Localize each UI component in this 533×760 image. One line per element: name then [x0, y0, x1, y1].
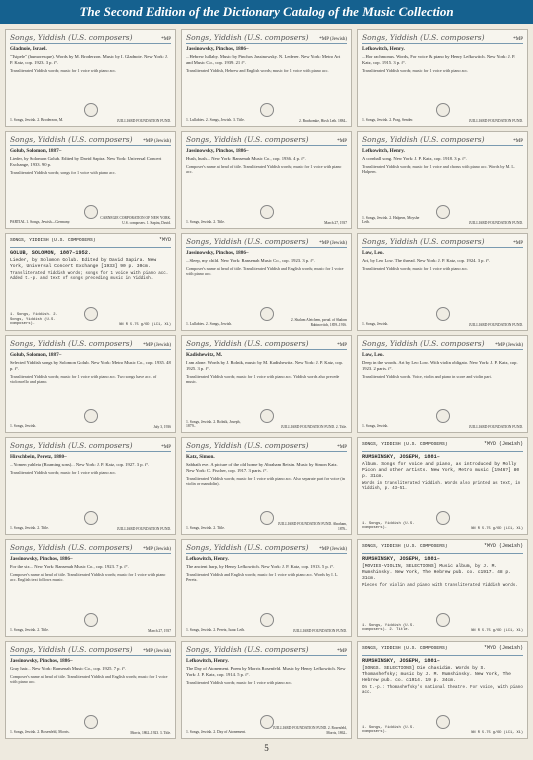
card-punch-hole	[436, 409, 450, 423]
card-call-number: *MP (Jewish)	[143, 343, 171, 348]
card-tracing: 1. Songs, Jewish. 2. Broderzon, M.	[10, 118, 64, 123]
card-subject: Songs, Yiddish (U.S. composers)	[186, 135, 309, 144]
card-author: Lefkowitch, Henry.	[362, 46, 405, 52]
catalog-card	[5, 539, 176, 637]
card-call-number: *MP	[161, 445, 171, 450]
card-note: Transliterated Yiddish words; music for 1 voice with piano acc.	[10, 469, 117, 475]
card-call-number: *MYD	[158, 237, 171, 243]
card-foundation: 2. Shalom Aleichem, pseud. of Shalom Rabinovitch, 1859–1916.	[290, 318, 347, 327]
card-heading	[362, 645, 523, 656]
card-subject: Songs, Yiddish (U.S. composers)	[362, 237, 485, 246]
card-tracing: 1. Songs, Jewish. 2. Rosenfeld, Morris.	[10, 730, 70, 735]
card-author: Lefkowitch, Henry.	[186, 658, 229, 664]
card-call-number: *MP (Jewish)	[319, 547, 347, 552]
card-note: Transliterated Yiddish words. Voice, violin and piano in score and violin part.	[362, 373, 492, 379]
card-tracing: 1. Songs, Jewish. 2. Prag, Sender.	[362, 118, 414, 123]
card-note: Transliterated Yiddish and English words; music for 1 voice with piano acc. Words by I. L. Peretz.	[186, 571, 339, 583]
catalog-card	[181, 641, 352, 739]
card-punch-hole	[260, 409, 274, 423]
card-title: A cornball song. New York: J. P. Katz, cop. 1918. 3 p. f°.	[362, 155, 467, 161]
card-heading	[186, 339, 347, 350]
card-call-number: *MYD (Jewish)	[483, 441, 523, 447]
card-note: Transliterated Yiddish words; songs for 1 voice with piano acc.	[10, 169, 116, 175]
card-tracing: 1. Songs, Jewish. 2. Title.	[186, 220, 225, 225]
card-punch-hole	[84, 103, 98, 117]
catalog-card	[357, 641, 528, 739]
card-foundation: JUILLIARD FOUNDATION FUND.	[468, 118, 523, 123]
card-call-number: *MP	[513, 37, 523, 42]
card-foundation: Morris, 1862–1923. 3. Title.	[130, 730, 171, 735]
catalog-card	[357, 539, 528, 637]
card-note: Transliterated Yiddish words; music for 1 voice with piano acc. Also separate part for voice (in violin or mandolin).	[186, 475, 346, 487]
card-call-number: *MP (Jewish)	[495, 343, 523, 348]
card-foundation: NN R 5.75 g/OD (LC1, X1)	[471, 628, 523, 633]
card-heading	[186, 543, 347, 554]
card-title: Lieder, by Solomon Golub. Edited by David Sapira. New York, Universal Concert Exchange [1933] 90 p. 30cm.	[10, 257, 157, 269]
card-foundation: JUILLIARD FOUNDATION FUND.	[468, 220, 523, 225]
card-heading	[10, 135, 171, 146]
catalog-card	[5, 131, 176, 229]
card-subject: Songs, Yiddish (U.S. composers)	[362, 339, 485, 348]
card-foundation: March 27, 1937	[324, 220, 347, 225]
card-tracing: 1. Songs, Jewish. 2. Title.	[10, 526, 49, 531]
card-author: RUMSHINSKY, JOSEPH, 1881–	[362, 556, 440, 562]
card-call-number: *MP	[513, 139, 523, 144]
card-title: Album. Songs for voice and piano, as introduced by Molly Picon and other artists. New York, Metro music [1946?] 80 p. 31cm.	[362, 461, 520, 479]
card-heading	[362, 441, 523, 452]
catalog-card	[181, 131, 352, 229]
card-title: Art, by Leo Low. The thread. New York: J. P. Katz, cop. 1924. 3 p. f°.	[362, 257, 491, 263]
card-heading	[362, 33, 523, 44]
card-tracing: 1. Songs, Yiddish (U.S. composers).	[362, 521, 415, 531]
card-subject: Songs, Yiddish (U.S. composers)	[186, 441, 309, 450]
catalog-banner	[0, 0, 533, 24]
card-foundation: NN R 5.75 g/OD (LC1, X1)	[119, 322, 171, 327]
card-punch-hole	[436, 715, 450, 729]
card-punch-hole	[436, 613, 450, 627]
card-author: Low, Leo.	[362, 352, 384, 358]
card-note: Pieces for violin and piano with transliterated Yiddish words.	[362, 583, 518, 588]
card-heading	[186, 645, 347, 656]
card-call-number: *MP	[161, 37, 171, 42]
card-heading	[10, 645, 171, 656]
card-call-number: *MP	[337, 343, 347, 348]
card-author: Kadishewitz, M.	[186, 352, 223, 358]
catalog-card	[5, 29, 176, 127]
catalog-card	[181, 233, 352, 331]
catalog-card	[181, 335, 352, 433]
card-author: Jassinowsky, Pinchos, 1886–	[186, 46, 249, 52]
card-punch-hole	[436, 205, 450, 219]
catalog-card	[357, 437, 528, 535]
card-subject: Songs, Yiddish (U.S. composers)	[186, 33, 309, 42]
card-punch-hole	[84, 511, 98, 525]
card-punch-hole	[260, 715, 274, 729]
card-call-number: *MP (Jewish)	[319, 37, 347, 42]
card-heading	[186, 135, 347, 146]
card-subject: Songs, Yiddish (U.S. composers)	[10, 135, 133, 144]
card-call-number: *MYD (Jewish)	[483, 645, 523, 651]
card-tracing: PARTIAL 1. Songs, Jewish—Germany.	[10, 220, 71, 225]
card-author: Low, Leo.	[362, 250, 384, 256]
card-note: Composer's name at head of title. Transliterated Yiddish and English words; music for 1 voice with piano acc.	[10, 673, 168, 685]
catalog-card	[5, 335, 176, 433]
card-call-number: *MP (Jewish)	[143, 547, 171, 552]
card-author: Jassinowsky, Pinchos, 1886–	[186, 250, 249, 256]
card-tracing: 1. Lullabies. 2. Songs, Jewish. 3. Title.	[186, 118, 245, 123]
card-foundation: JUILLIARD FOUNDATION FUND. 2. Rosenfeld, Morris, 1862–	[273, 726, 347, 735]
card-tracing: 1. Songs, Jewish. 2. Day of Atonement.	[186, 730, 247, 735]
card-tracing: 1. Lullabies. 2. Songs, Jewish.	[186, 322, 233, 327]
card-subject: Songs, Yiddish (U.S. composers)	[10, 645, 133, 654]
catalog-card	[357, 29, 528, 127]
card-foundation: JUILLIARD FOUNDATION FUND. 2. Title.	[281, 424, 347, 429]
card-tracing: 1. Songs, Yiddish. 2. Songs, Yiddish (U.S. composers).	[10, 312, 58, 327]
card-author: RUMSHINSKY, JOSEPH, 1881–	[362, 658, 440, 664]
card-subject: SONGS, YIDDISH (U.S. COMPOSERS)	[10, 238, 96, 243]
card-author: Jassinowsky, Pinchos, 1886–	[10, 658, 73, 664]
card-foundation: CARNEGIE CORPORATION OF NEW YORK. U.S. composers. 1. Sapira, David.	[100, 216, 171, 225]
card-tracing: 1. Songs, Jewish. 2. Title.	[186, 526, 225, 531]
card-note: Composer's name at head of title. Transliterated Yiddish words; music for 1 voice with piano acc.	[186, 163, 342, 175]
card-heading	[186, 33, 347, 44]
card-heading	[10, 441, 171, 452]
card-heading	[362, 135, 523, 146]
card-subject: Songs, Yiddish (U.S. composers)	[10, 33, 133, 42]
card-foundation: JUILLIARD FOUNDATION FUND.	[468, 424, 523, 429]
card-note: Transliterated Yiddish words; music for 1 voice with piano acc. Two songs have acc. of violoncello and piano.	[10, 373, 157, 385]
card-subject: Songs, Yiddish (U.S. composers)	[186, 645, 309, 654]
card-foundation: July 3, 1936	[153, 424, 171, 429]
card-subject: Songs, Yiddish (U.S. composers)	[10, 543, 133, 552]
card-title: [SONGS. SELECTIONS] Die chasidim. Words by S. Thomashefsky; music by J. M. Rumshinsky. New York, The Hebrew pub. co. c1914. 19 p. 34cm.	[362, 665, 511, 683]
card-tracing: 1. Songs, Yiddish (U.S. composers). 2. Title.	[362, 623, 415, 633]
card-subject: SONGS, YIDDISH (U.S. COMPOSERS)	[362, 646, 448, 651]
card-foundation: JUILLIARD FOUNDATION FUND.	[116, 526, 171, 531]
card-call-number: *MP	[513, 241, 523, 246]
card-punch-hole	[260, 511, 274, 525]
card-tracing: 1. Songs, Jewish. 2. Halpern, Moyshe Leib.	[362, 215, 420, 225]
card-punch-hole	[84, 613, 98, 627]
banner-title: The Second Edition of the Dictionary Catalog of the Music Collection	[79, 4, 454, 19]
card-punch-hole	[260, 103, 274, 117]
card-foundation: 2. Bradsomke, Hirsh Leib. 1884–	[298, 118, 347, 123]
card-heading	[362, 237, 523, 248]
card-author: RUMSHINSKY, JOSEPH, 1881–	[362, 454, 440, 460]
card-note: Transliterated Yiddish words; music for 1 voice with piano acc.	[186, 679, 293, 685]
card-title: The Day of Atonement. Poem by Morris Rosenfeld. Music by Henry Lefkowitch. New York: J. P. Katz, cop. 1914. 5 p. f°.	[186, 665, 346, 677]
card-call-number: *MP	[337, 445, 347, 450]
card-heading	[186, 441, 347, 452]
catalog-card	[181, 539, 352, 637]
card-call-number: *MP	[337, 139, 347, 144]
card-foundation: March 27, 1937	[148, 628, 171, 633]
card-note: Transliterated Yiddish, Hebrew and English words; music for 1 voice with piano acc.	[186, 67, 329, 73]
card-title: Gray hair... New York: Ransenah Music Co., cop. 1925. 7 p. f°.	[10, 665, 127, 671]
card-heading	[10, 33, 171, 44]
card-title: Deep in the woods. Art by Leo Low. With violin obligato. New York: J. P. Katz, cop. 1923. 2 parts. f°.	[362, 359, 518, 371]
card-tracing: 1. Songs, Jewish. 2. Title.	[10, 628, 49, 633]
card-title: [MOVIES-VIOLIN, SELECTIONS] Music album, by J. M. Rumshinsky. New York, The Hebrew pub. co. c1917. 48 p. 31cm.	[362, 563, 511, 581]
card-foundation: JUILLIARD FOUNDATION FUND.	[292, 628, 347, 633]
catalog-card	[181, 29, 352, 127]
card-author: Lefkowitch, Henry.	[186, 556, 229, 562]
card-subject: Songs, Yiddish (U.S. composers)	[362, 135, 485, 144]
card-title: ...Yomen yahleia (Roaming sons)... New York: J. P. Katz, cop. 1927. 3 p. f°.	[10, 461, 150, 467]
card-title: For the six... New York: Ransenah Music Co., cop. 1923. 7 p. f°.	[10, 563, 129, 569]
card-title: Hush, hush... New York: Ransenah Music Co., cop. 1936. 4 p. f°.	[186, 155, 306, 161]
catalog-card	[5, 233, 176, 331]
card-punch-hole	[436, 511, 450, 525]
card-subject: Songs, Yiddish (U.S. composers)	[362, 33, 485, 42]
catalog-card-grid	[5, 29, 528, 739]
card-note: Composer's name at head of title. Transliterated Yiddish words; music for 1 voice with piano acc. English text follows music.	[10, 571, 166, 583]
card-title: The ancient harp, by Henry Lefkowitch. New York: J. P. Katz, cop. 1913. 5 p. f°.	[186, 563, 335, 569]
card-author: Lefkowitch, Henry.	[362, 148, 405, 154]
catalog-card	[357, 335, 528, 433]
card-tracing: 1. Songs, Jewish. 2. Rolnik, Joseph, 1879–	[186, 419, 241, 429]
card-subject: SONGS, YIDDISH (U.S. COMPOSERS)	[362, 544, 448, 549]
card-foundation: JUILLIARD FOUNDATION FUND.	[468, 322, 523, 327]
card-note: Transliterated Yiddish words; music for 1 voice and chorus with piano acc. Words by M. L. Halpern.	[362, 163, 516, 175]
card-heading	[10, 237, 171, 248]
card-tracing: 1. Songs, Jewish. 2. Peretz, Isaac Leib.	[186, 628, 246, 633]
card-author: Jassinowsky, Pinchos, 1886–	[10, 556, 73, 562]
card-subject: Songs, Yiddish (U.S. composers)	[186, 339, 309, 348]
card-note: Transliterated Yiddish words; music for 1 voice with piano acc.	[10, 67, 117, 73]
card-note: Transliterated Yiddish words; music for 1 voice with piano acc. Yiddish words also precede music.	[186, 373, 340, 385]
card-tracing: 1. Songs, Jewish.	[362, 322, 389, 327]
card-call-number: *MP (Jewish)	[319, 241, 347, 246]
card-note: Transliterated Yiddish words; music for 1 voice with piano acc.	[362, 67, 469, 73]
card-note: On t.-p.: Thomashefsky's national theatre. For voice, with piano acc.	[362, 685, 523, 696]
card-author: Golub, Solomon, 1887–	[10, 148, 62, 154]
card-foundation: NN R 5.75 g/OD (LC1, X1)	[471, 730, 523, 735]
card-subject: Songs, Yiddish (U.S. composers)	[10, 441, 133, 450]
card-note: Transliterated Yiddish words; music for 1 voice with piano acc.	[362, 265, 469, 271]
card-call-number: *MP (Jewish)	[143, 649, 171, 654]
card-title: ...Hebrew lullaby. Music by Pinchos Jassinowsky. N. Lederer. New York: Metro Art and Music Co., cop. 1939. 21 f°.	[186, 53, 341, 65]
card-title: Lieder, by Solomon Golub. Edited by David Sapira. New York: Universal Concert Exchange, 1933. 90 p.	[10, 155, 162, 167]
catalog-card	[357, 233, 528, 331]
card-author: Golub, Solomon, 1887–	[10, 352, 62, 358]
card-note: Composer's name at head of title. Transliterated Yiddish and English words; music for 1 voice with piano acc.	[186, 265, 344, 277]
card-subject: SONGS, YIDDISH (U.S. COMPOSERS)	[362, 442, 448, 447]
card-punch-hole	[260, 307, 274, 321]
card-heading	[10, 543, 171, 554]
card-punch-hole	[260, 613, 274, 627]
card-title: Sabbath eve. A picture of the old home by Abraham Reisin. Music by Simon Katz. New York: C. Fischer, cop. 1917. 3 parts. f°.	[186, 461, 338, 473]
card-note: Transliterated Yiddish words; songs for 1 voice with piano acc. Added t.-p. and text of songs preceding music in Yiddish.	[10, 271, 169, 282]
card-subject: Songs, Yiddish (U.S. composers)	[186, 237, 309, 246]
catalog-card	[5, 437, 176, 535]
card-heading	[362, 543, 523, 554]
card-tracing: 1. Songs, Yiddish (U.S. composers).	[362, 725, 415, 735]
card-call-number: *MP (Jewish)	[143, 139, 171, 144]
card-subject: Songs, Yiddish (U.S. composers)	[10, 339, 133, 348]
card-title: Selected Yiddish songs by Solomon Golub. New York: Metro Music Co., cop. 1935. 48 p. f°.	[10, 359, 171, 371]
card-punch-hole	[84, 409, 98, 423]
card-punch-hole	[84, 205, 98, 219]
card-author: Gladnoie, Israel.	[10, 46, 47, 52]
catalog-card	[5, 641, 176, 739]
card-heading	[186, 237, 347, 248]
card-note: Words in transliterated Yiddish. Words also printed as text, in Yiddish, p. 43–51.	[362, 481, 521, 492]
card-call-number: *MP	[337, 649, 347, 654]
card-punch-hole	[436, 103, 450, 117]
card-author: Katz, Simon.	[186, 454, 215, 460]
card-title: "Tsipele" (humoresque). Words by M. Broderzon. Music by I. Gladnoie. New York: J. P. Katz, cop. 1923. 3 p. f°.	[10, 53, 168, 65]
card-punch-hole	[84, 715, 98, 729]
card-title: ...Hor rachmonus. Words, For voice & piano by Henry Lefkowitch. New York: J. P. Katz, cop. 1915. 3 p. f°.	[362, 53, 516, 65]
card-foundation: NN R 5.75 g/OD (LC1, X1)	[471, 526, 523, 531]
card-heading	[10, 339, 171, 350]
catalog-card	[181, 437, 352, 535]
card-tracing: 1. Songs, Jewish.	[10, 424, 37, 429]
card-author: Hirschbein, Peretz, 1880–	[10, 454, 67, 460]
card-author: Jassinowsky, Pinchos, 1886–	[186, 148, 249, 154]
card-author: GOLUB, SOLOMON, 1887–1952.	[10, 250, 91, 256]
catalog-card	[357, 131, 528, 229]
card-foundation: JUILLIARD FOUNDATION FUND. Abraham, 1876–	[278, 522, 347, 531]
card-title: I am alone. Words by J. Rolnik, music by M. Kadishewitz. New York: J. P. Katz, cop. 1925. 3 p. f°.	[186, 359, 343, 371]
card-foundation: JUILLIARD FOUNDATION FUND.	[116, 118, 171, 123]
page-number: 5	[264, 743, 269, 753]
card-title: ...Sleep, my child. New York: Ransenah Music Co., cop. 1923. 3 p. f°.	[186, 257, 315, 263]
card-heading	[362, 339, 523, 350]
card-punch-hole	[84, 307, 98, 321]
card-subject: Songs, Yiddish (U.S. composers)	[186, 543, 309, 552]
card-punch-hole	[436, 307, 450, 321]
card-call-number: *MYD (Jewish)	[483, 543, 523, 549]
card-punch-hole	[260, 205, 274, 219]
card-tracing: 1. Songs, Jewish.	[362, 424, 389, 429]
